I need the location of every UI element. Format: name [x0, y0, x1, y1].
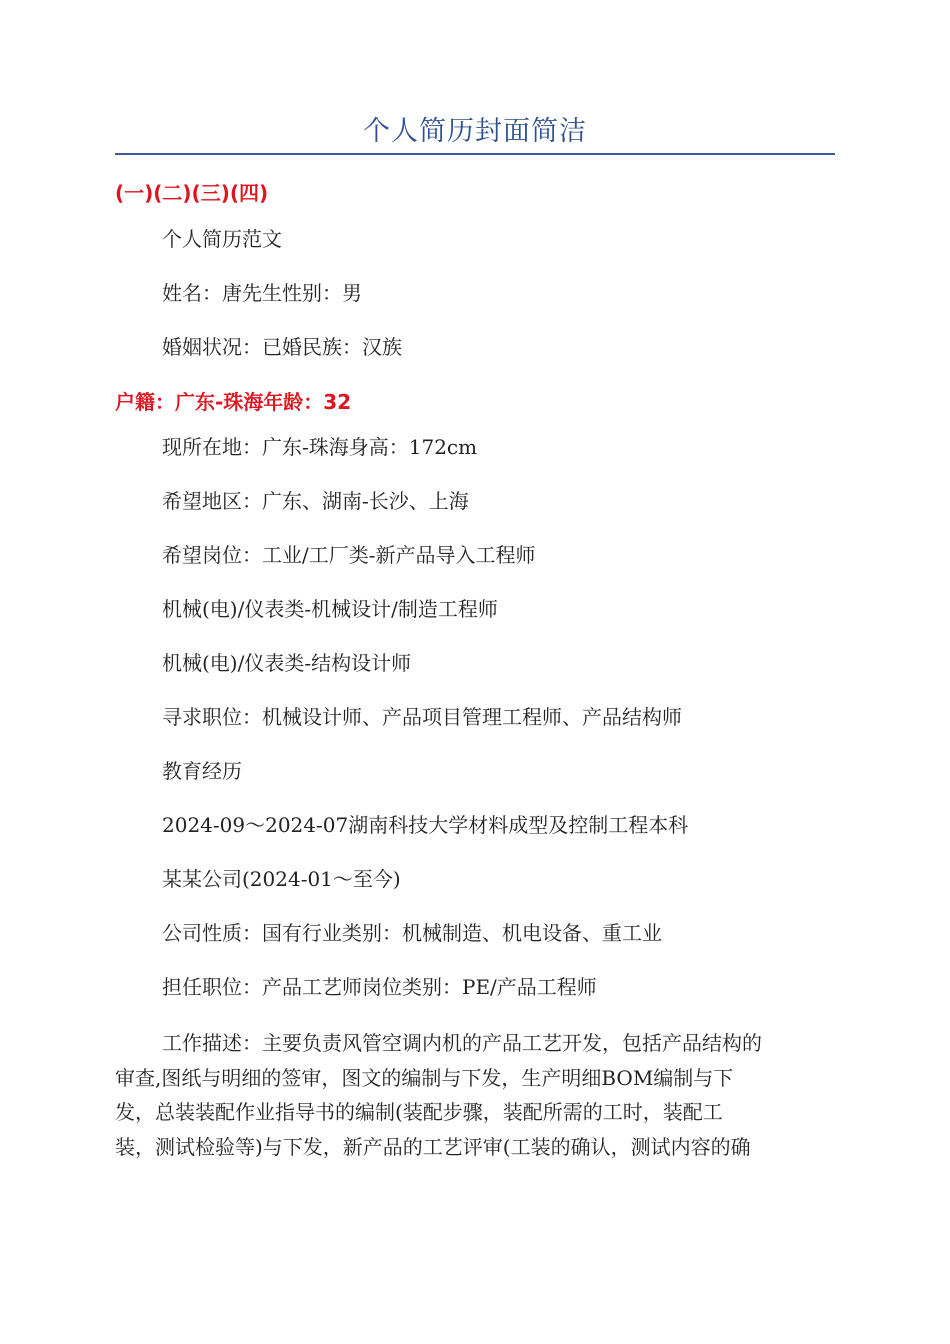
text-line: 2024-09～2024-07湖南科技大学材料成型及控制工程本科: [162, 813, 689, 837]
document-title: 个人简历封面简洁: [363, 116, 587, 147]
text-line: 希望地区：广东、湖南-长沙、上海: [162, 489, 469, 513]
paragraph-row: 发，总装装配作业指导书的编制(装配步骤，装配所需的工时，装配工: [115, 1100, 723, 1124]
paragraph-row: 工作描述：主要负责风管空调内机的产品工艺开发，包括产品结构的: [162, 1031, 762, 1055]
text-line: 教育经历: [162, 759, 242, 783]
text-line: 现所在地：广东-珠海身高：172cm: [162, 435, 478, 459]
text-line: 姓名：唐先生性别：男: [162, 281, 362, 305]
section-heading-numbers: (一)(二)(三)(四): [115, 181, 269, 205]
text-line: 寻求职位：机械设计师、产品项目管理工程师、产品结构师: [162, 705, 682, 729]
text-line: 公司性质：国有行业类别：机械制造、机电设备、重工业: [162, 921, 662, 945]
text-line: 婚姻状况：已婚民族：汉族: [162, 335, 402, 359]
section-heading-household: 户籍：广东-珠海年龄：32: [115, 390, 352, 414]
text-line: 希望岗位：工业/工厂类-新产品导入工程师: [162, 543, 536, 567]
title-underline: [115, 153, 835, 155]
text-line: 机械(电)/仪表类-机械设计/制造工程师: [162, 597, 498, 621]
text-line: 机械(电)/仪表类-结构设计师: [162, 651, 412, 675]
text-line: 个人简历范文: [162, 227, 282, 251]
work-description-paragraph: [115, 1026, 835, 1164]
text-line: 担任职位：产品工艺师岗位类别：PE/产品工程师: [162, 975, 597, 999]
paragraph-row: 审查,图纸与明细的签审，图文的编制与下发，生产明细BOM编制与下: [115, 1065, 734, 1090]
text-line: 某某公司(2024-01～至今): [162, 867, 401, 891]
paragraph-row: 装，测试检验等)与下发，新产品的工艺评审(工装的确认，测试内容的确: [115, 1134, 751, 1159]
